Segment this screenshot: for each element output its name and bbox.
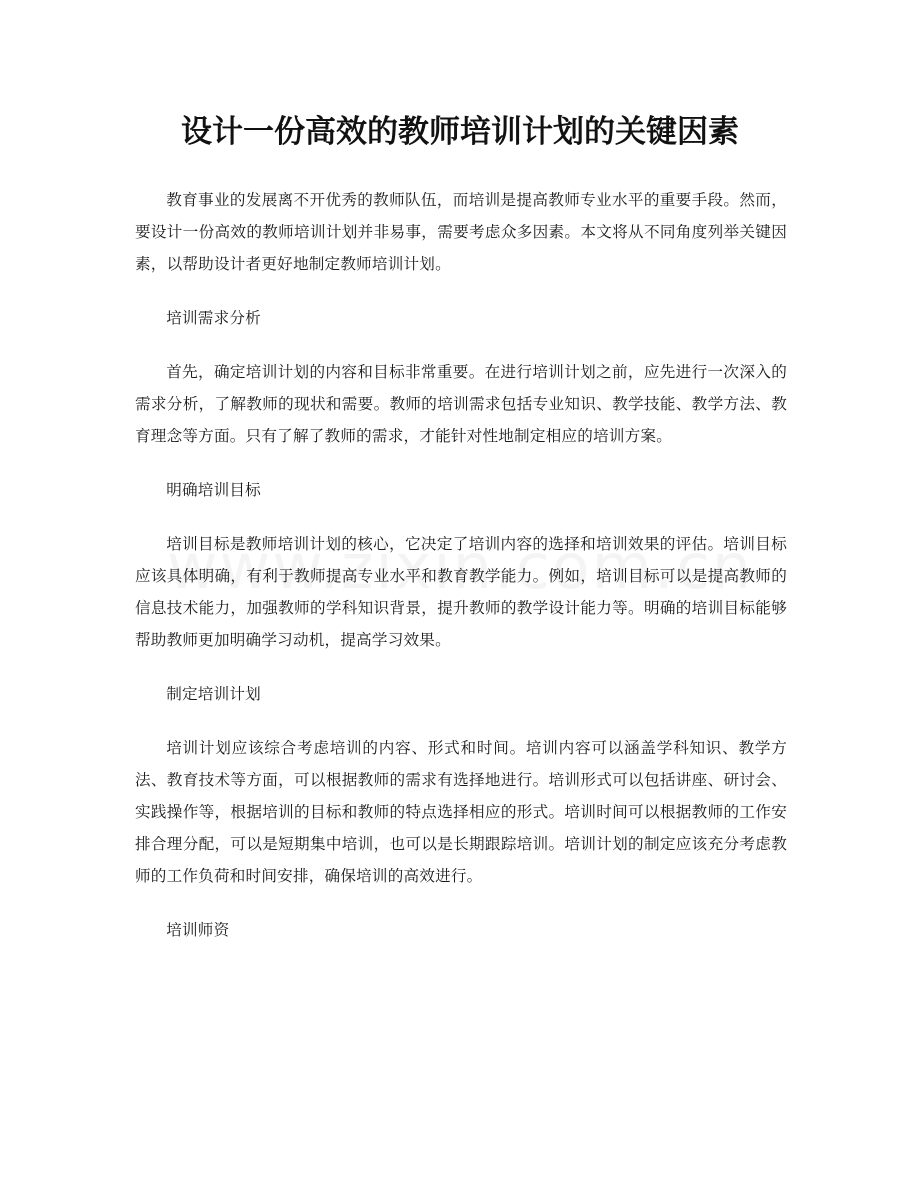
- section-heading-trainers: 培训师资: [166, 921, 230, 939]
- document-body: [135, 184, 787, 968]
- section-heading-needs-analysis: 培训需求分析: [166, 309, 261, 327]
- document-title: 设计一份高效的教师培训计划的关键因素: [181, 114, 739, 150]
- section-heading-training-goals: 明确培训目标: [166, 481, 261, 499]
- training-goals-paragraph: 培训目标是教师培训计划的核心，它决定了培训内容的选择和培训效果的评估。培训目标应该具体明确，有利于教师提高专业水平和教育教学能力。例如，培训目标可以是提高教师的信息技术能力，加强教师的学科知识背景，提升教师的教学设计能力等。明确的培训目标能够帮助教师更加明确学习动机，提高学习效果。: [135, 535, 787, 649]
- needs-analysis-paragraph: 首先，确定培训计划的内容和目标非常重要。在进行培训计划之前，应先进行一次深入的需求分析，了解教师的现状和需要。教师的培训需求包括专业知识、教学技能、教学方法、教育理念等方面。只有了解了教师的需求，才能针对性地制定相应的培训方案。: [135, 363, 787, 445]
- training-plan-paragraph: 培训计划应该综合考虑培训的内容、形式和时间。培训内容可以涵盖学科知识、教学方法、教育技术等方面，可以根据教师的需求有选择地进行。培训形式可以包括讲座、研讨会、实践操作等，根据培训的目标和教师的特点选择相应的形式。培训时间可以根据教师的工作安排合理分配，可以是短期集中培训，也可以是长期跟踪培训。培训计划的制定应该充分考虑教师的工作负荷和时间安排，确保培训的高效进行。: [135, 739, 787, 885]
- section-heading-training-plan: 制定培训计划: [166, 685, 261, 703]
- intro-paragraph: 教育事业的发展离不开优秀的教师队伍，而培训是提高教师专业水平的重要手段。然而，要设计一份高效的教师培训计划并非易事，需要考虑众多因素。本文将从不同角度列举关键因素，以帮助设计者更好地制定教师培训计划。: [135, 191, 787, 273]
